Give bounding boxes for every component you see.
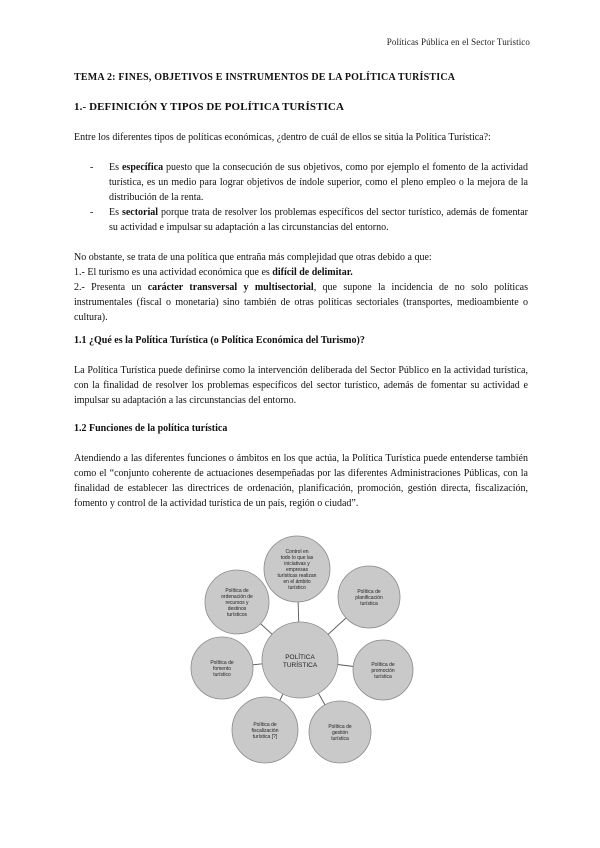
section-1-2-heading: 1.2 Funciones de la política turística: [74, 423, 228, 434]
center-node-label: POLÍTICA TURÍSTICA: [282, 653, 318, 669]
function-node-label: Política de fiscalización turística [?]: [251, 722, 279, 741]
bullet-keyword: sectorial: [121, 207, 159, 218]
function-node-label: Política de fomento turístico: [210, 660, 234, 679]
item-text: , que supone la incidencia de no solo políticas instrumentales (fiscal o monetaria) sino también de otras políticas sectoriales (transportes, medioambiente o cultura).: [74, 282, 528, 323]
dash-bullet: -: [90, 162, 94, 173]
bullet-text: Es: [109, 207, 122, 218]
section-1-intro: Entre los diferentes tipos de políticas económicas, ¿dentro de cuál de ellos se sitúa la Política Turística?:: [74, 132, 491, 143]
bullet-keyword: específica: [121, 162, 164, 173]
item-text: 1.- El turismo es una actividad económica que es: [74, 267, 273, 278]
no-obstante-paragraph: No obstante, se trata de una política que entraña más complejidad que otras debido a que:: [74, 252, 432, 263]
item-text: 2.- Presenta un: [74, 282, 148, 293]
item-keyword: carácter transversal y multisectorial: [147, 282, 314, 293]
bullet-text: Es: [109, 162, 122, 173]
function-node-label: Control en todo lo que las iniciativas y empresas turísticas realizan en el ámbito turístico: [277, 549, 317, 592]
section-1-2-text: Atendiendo a las diferentes funciones o ámbitos en los que actúa, la Política Turística puede entenderse también como el “conjunto coherente de actuaciones desempeñadas por las diferentes Administraciones Públicas, con la finalidad de establecer las directrices de ordenación, planificación, promoción, gestión directa, fiscalización, fomento y control de la actividad turística de un país, región o ciudad”.: [74, 453, 528, 509]
function-node-label: Política de promoción turística: [371, 662, 395, 681]
bullet-text: puesto que la consecución de sus objetivos, como por ejemplo el fomento de la actividad turística, es un medio para lograr objetivos de índole superior, como el pleno empleo o la mejora de la distribución de la renta.: [109, 162, 528, 203]
section-1-1-heading: 1.1 ¿Qué es la Política Turística (o Política Económica del Turismo)?: [74, 335, 365, 346]
function-node-label: Política de ordenación de recursos y destinos turísticos: [221, 588, 253, 619]
section-1-1-text: La Política Turística puede definirse como la intervención deliberada del Sector Público en la actividad turística, con la finalidad de resolver los problemas específicos del sector turístico, además de fomentar su actividad e impulsar su adaptación a las circunstancias del entorno.: [74, 365, 528, 406]
section-1-heading: 1.- DEFINICIÓN Y TIPOS DE POLÍTICA TURÍSTICA: [74, 101, 344, 113]
running-header: Políticas Pública en el Sector Turístico: [386, 37, 530, 47]
bullet-text: porque trata de resolver los problemas específicos del sector turístico, además de fomentar su actividad e impulsar su adaptación a las circunstancias del entorno.: [109, 207, 529, 233]
function-node-label: Política de planificación turística: [355, 589, 383, 608]
diagram-nodes: [191, 536, 413, 763]
tema-title: TEMA 2: FINES, OBJETIVOS E INSTRUMENTOS DE LA POLÍTICA TURÍSTICA: [74, 72, 456, 83]
dash-bullet: -: [90, 207, 94, 218]
function-node-label: Política de gestión turística: [328, 724, 352, 743]
item-keyword: difícil de delimitar.: [272, 267, 353, 278]
